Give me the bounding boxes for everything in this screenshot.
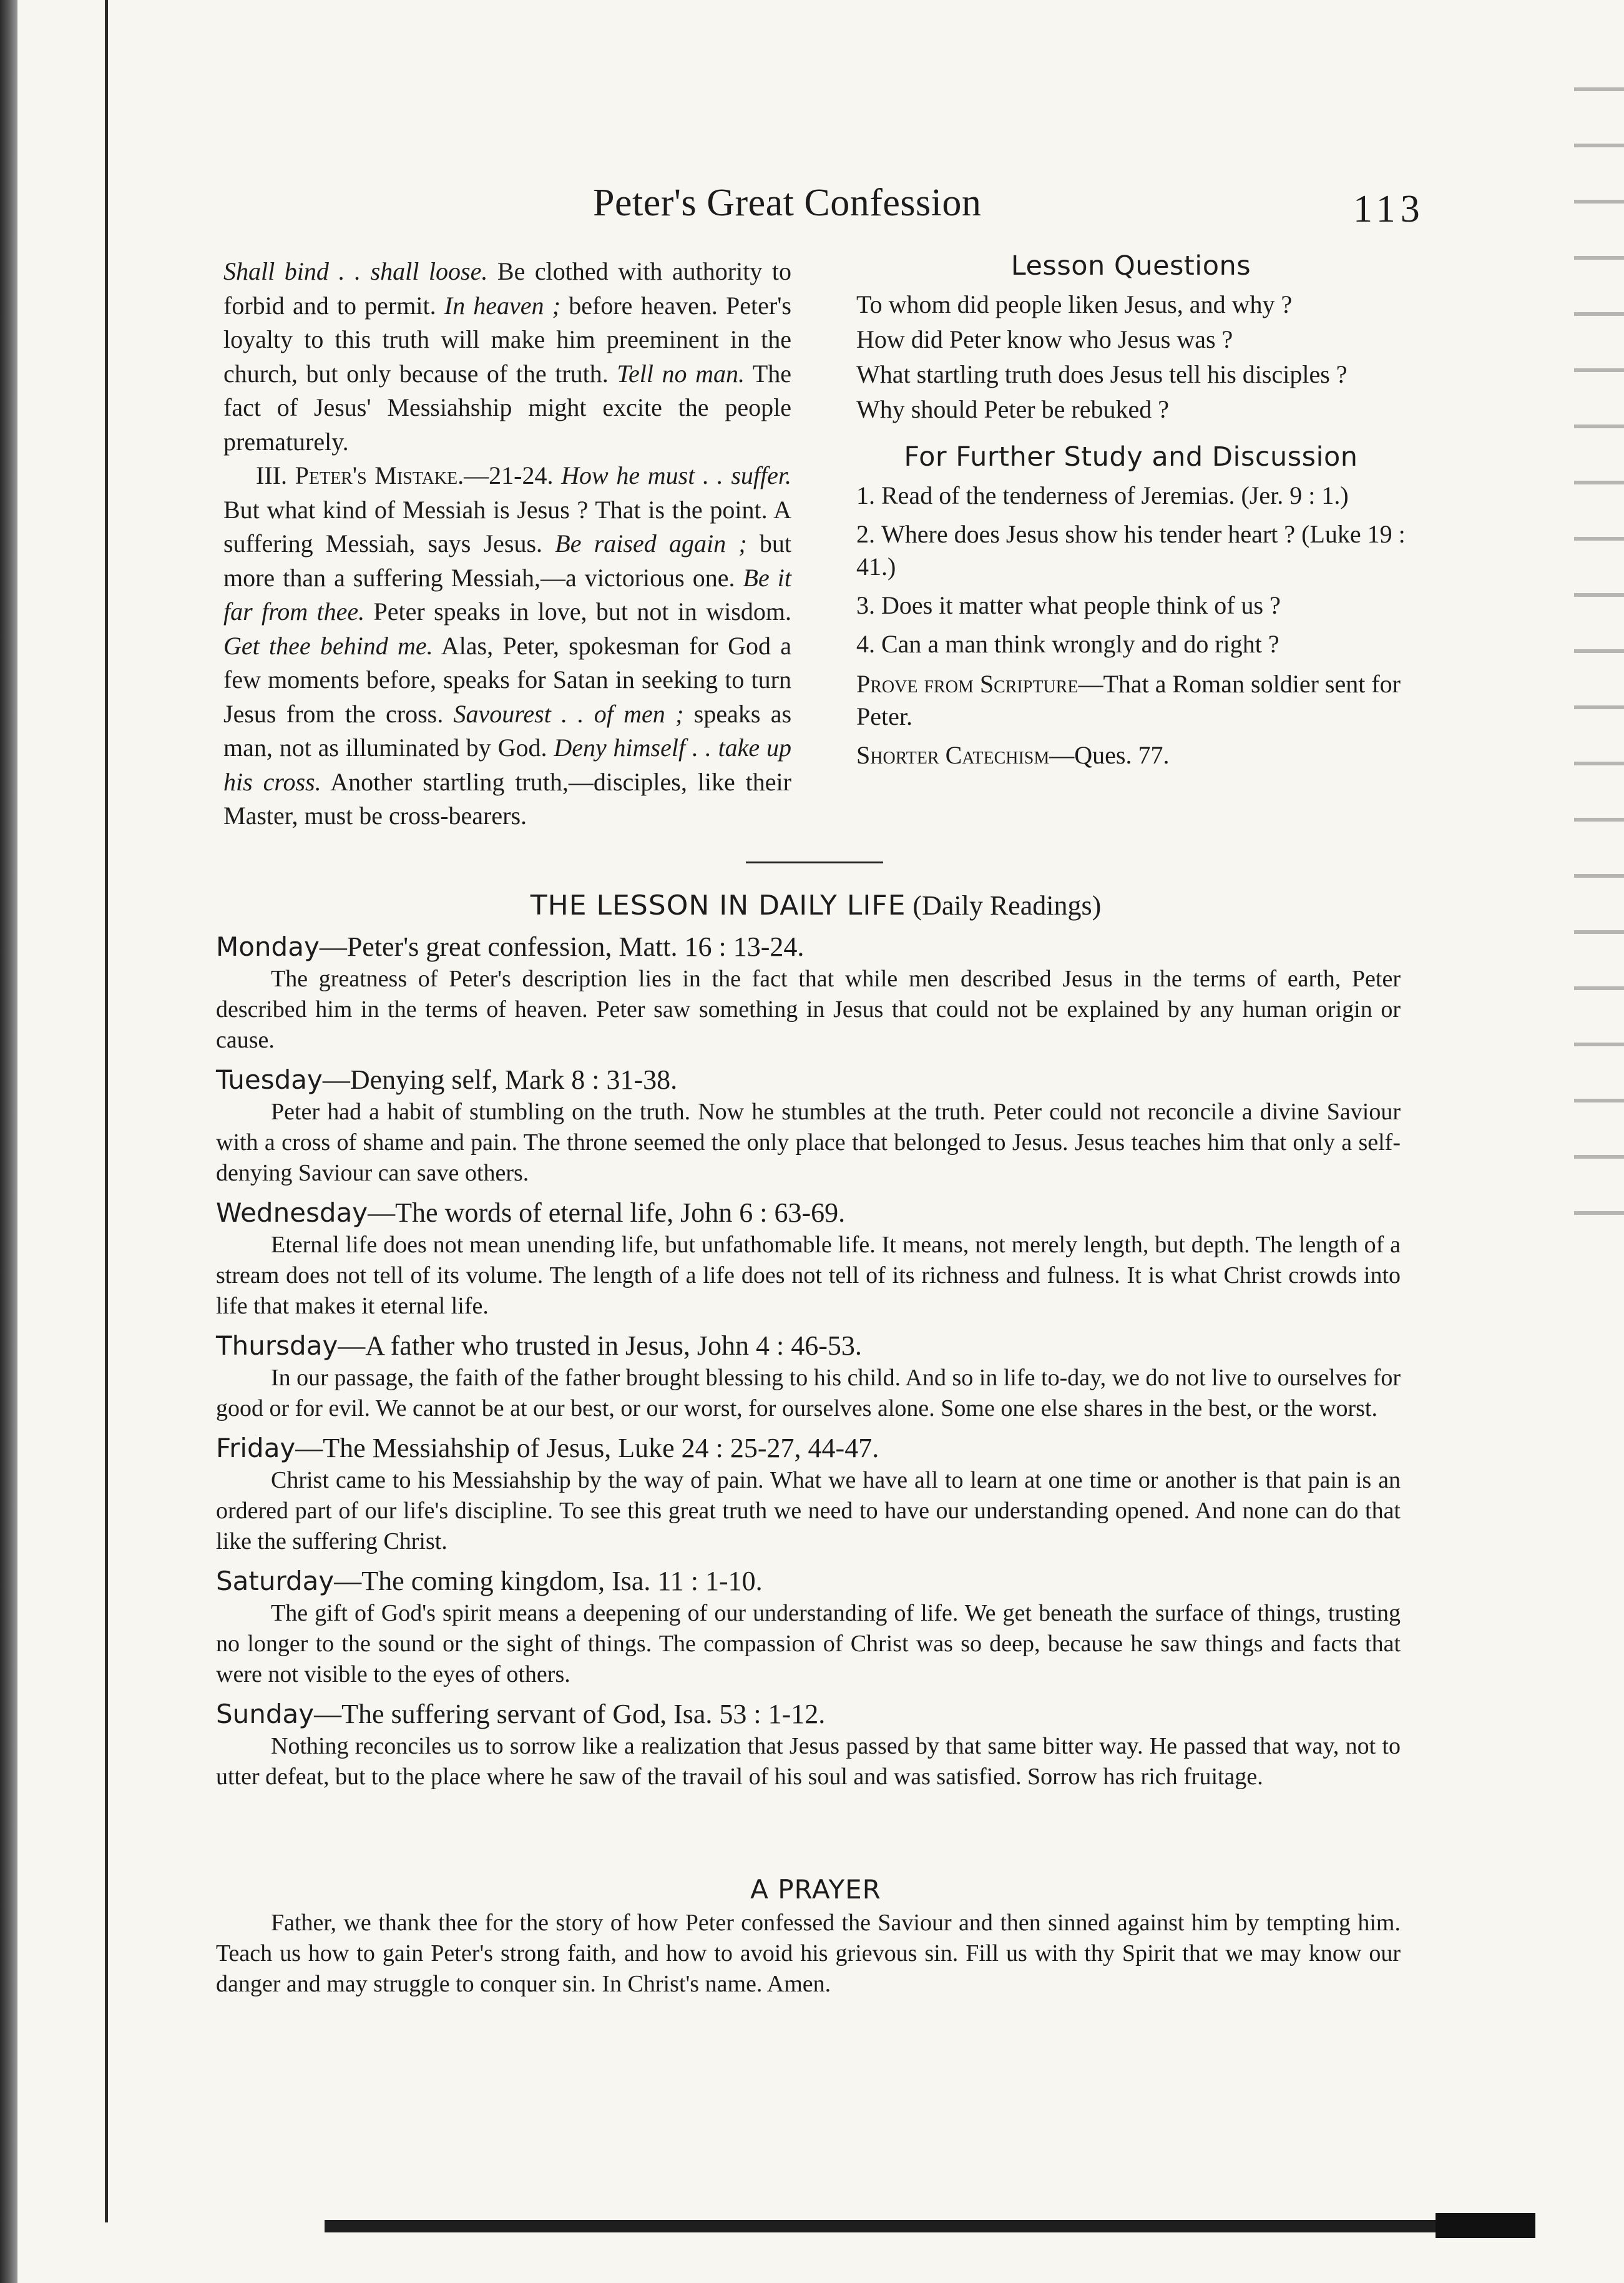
day-name: Tuesday: [216, 1064, 323, 1095]
prove-from-scripture: [856, 668, 1406, 733]
left-p2-phrase-2: Be raised again ;: [555, 529, 747, 557]
lesson-question: Why should Peter be rebuked ?: [856, 395, 1169, 423]
left-p2-phrase-4: Get thee behind me.: [223, 631, 433, 660]
page-gutter-line: [105, 0, 108, 2222]
left-p1-phrase-3: Tell no man.: [617, 359, 745, 388]
study-item-text: Where does Jesus show his tender heart ? (Luke 19 : 41.): [856, 520, 1406, 581]
section-verses: .—21-24.: [457, 461, 562, 489]
daily-readings: [216, 930, 1401, 1800]
reading-text: Christ came to his Messiahship by the way of pain. What we have all to learn at one time or another is that pain is an ordered part of our life's discipline. To see this great truth we need to have our understanding opened. And none can do that like the suffering Christ.: [216, 1467, 1401, 1554]
bottom-scan-block: [1436, 2213, 1535, 2238]
left-p2-text-3: Peter speaks in love, but not in wisdom.: [364, 597, 791, 626]
reading-title: [216, 1196, 1401, 1230]
left-p2-text-5: speaks as man, not as illuminated by God.: [223, 699, 792, 762]
reading-reference: —The Messiahship of Jesus, Luke 24 : 25-27, 44-47.: [295, 1433, 879, 1463]
daily-life-subtitle: (Daily Readings): [906, 890, 1102, 921]
left-p2-text-2: but more than a suffering Messiah,—a victorious one.: [223, 529, 791, 592]
shorter-catechism: [856, 739, 1406, 772]
prove-text: —That a Roman soldier sent for Peter.: [856, 670, 1401, 730]
left-p1-text-3: The fact of Jesus' Messiahship might excite the people prematurely.: [223, 359, 792, 456]
left-p2-text-4: Alas, Peter, spokesman for God a few moments before, speaks for Satan in seeking to turn Jesus from the cross.: [223, 631, 792, 728]
lesson-question: What startling truth does Jesus tell his disciples ?: [856, 360, 1348, 388]
daily-life-heading: [223, 890, 1409, 921]
daily-life-title: THE LESSON IN DAILY LIFE: [530, 890, 906, 921]
reading-reference: —The coming kingdom, Isa. 11 : 1-10.: [334, 1566, 763, 1596]
reading-title: [216, 1697, 1401, 1731]
scan-edge-right: [1574, 62, 1624, 1249]
left-paragraph-2: [223, 459, 791, 833]
page-number: 113: [1353, 188, 1425, 230]
lesson-questions-heading: Lesson Questions: [1010, 250, 1251, 282]
reading-title: [216, 1063, 1401, 1097]
reading-text: Eternal life does not mean unending life, but unfathomable life. It means, not merely length, but depth. The length of a stream does not tell of its volume. The length of a life does not tell of its richness and fulness. It is what Christ crowds into life that makes it eternal life.: [216, 1232, 1401, 1319]
day-name: Sunday: [216, 1699, 315, 1729]
right-column: [856, 250, 1406, 772]
bottom-scan-bar: [325, 2220, 1523, 2232]
prayer-text: Father, we thank thee for the story of how Peter confessed the Saviour and then sinned against him by tempting him. Teach us how to gain Peter's strong faith, and how to avoid his grievous sin. Fill us with thy Spirit that we may know our danger and may struggle to conquer sin. In Christ's name. Amen.: [216, 1910, 1401, 1997]
study-item: [856, 589, 1406, 622]
lesson-question: How did Peter know who Jesus was ?: [856, 325, 1233, 353]
reading-reference: —The suffering servant of God, Isa. 53 : 1-12.: [314, 1699, 826, 1729]
left-p1-phrase-1: Shall bind . . shall loose.: [223, 257, 488, 285]
study-item-text: Can a man think wrongly and do right ?: [881, 630, 1279, 658]
reading-title: [216, 1431, 1401, 1465]
reading-title: [216, 930, 1401, 964]
daily-reading-saturday: [216, 1564, 1401, 1690]
study-item-number: 1.: [856, 481, 875, 509]
lesson-question: To whom did people liken Jesus, and why ?: [856, 290, 1293, 318]
further-study-list: [856, 479, 1406, 660]
reading-title: [216, 1564, 1401, 1598]
daily-reading-friday: [216, 1431, 1401, 1557]
daily-reading-wednesday: [216, 1196, 1401, 1322]
catechism-label: Shorter Catechism: [856, 741, 1050, 769]
reading-text: The greatness of Peter's description lies in the fact that while men described Jesus in the terms of earth, Peter described him in the terms of heaven. Peter saw something in Jesus that could not be explained by any human origin or cause.: [216, 966, 1401, 1053]
study-item: [856, 479, 1406, 512]
study-item-number: 2.: [856, 520, 875, 548]
day-name: Monday: [216, 931, 320, 962]
left-p2-phrase-3: Be it far from thee.: [223, 563, 791, 626]
left-p2-phrase-1: How he must . . suffer.: [561, 461, 791, 489]
daily-reading-monday: [216, 930, 1401, 1056]
study-item: [856, 518, 1406, 583]
study-item: [856, 628, 1406, 660]
left-p2-text-1: But what kind of Messiah is Jesus ? That is the point. A suffering Messiah, says Jesus.: [223, 495, 791, 557]
daily-reading-sunday: [216, 1697, 1401, 1792]
section-title: Peter's Mistake: [295, 461, 458, 489]
study-item-number: 4.: [856, 630, 875, 658]
reading-text: The gift of God's spirit means a deepening of our understanding of life. We get beneath the surface of things, trusting no longer to the sound or the sight of things. The compassion of Christ was so deep, because he saw things and facts that were not visible to the eyes of others.: [216, 1600, 1401, 1687]
day-name: Friday: [216, 1433, 296, 1463]
left-p2-phrase-5: Savourest . . of men ;: [453, 699, 684, 728]
scan-edge-left: [0, 0, 17, 2283]
daily-reading-tuesday: [216, 1063, 1401, 1189]
reading-text: Nothing reconciles us to sorrow like a realization that Jesus passed by that same bitter way. He passed that way, not to utter defeat, but to the place where he saw of the travail of his soul and was satisfied. Sorrow has rich fruitage.: [216, 1733, 1401, 1790]
prayer-heading: A PRAYER: [750, 1874, 881, 1905]
reading-title: [216, 1329, 1401, 1363]
reading-text: Peter had a habit of stumbling on the truth. Now he stumbles at the truth. Peter could not reconcile a divine Saviour with a cross of shame and pain. The throne seemed the only place that belonged to Jesus. Jesus teaches him that only a self-denying Saviour can save others.: [216, 1099, 1401, 1186]
lesson-questions-list: [856, 288, 1406, 426]
left-p1-phrase-2: In heaven ;: [444, 291, 561, 320]
daily-reading-thursday: [216, 1329, 1401, 1424]
left-column: [223, 255, 791, 833]
further-study-heading: For Further Study and Discussion: [904, 441, 1358, 473]
study-item-text: Does it matter what people think of us ?: [881, 591, 1281, 619]
prove-label: Prove from Scripture: [856, 670, 1079, 698]
left-p2-text-6: Another startling truth,—disciples, like their Master, must be cross-bearers.: [223, 767, 791, 830]
reading-text: In our passage, the faith of the father brought blessing to his child. And so in life to-day, we do not live to ourselves for good or for evil. We cannot be at our best, or our worst, for ourselves alone. Some one else shares in the best, or the worst.: [216, 1365, 1401, 1421]
left-p1-text-2: before heaven. Peter's loyalty to this truth will make him preeminent in the church, but only because of the truth.: [223, 291, 791, 388]
section-numeral: III.: [256, 461, 295, 489]
catechism-text: —Ques. 77.: [1049, 741, 1170, 769]
left-paragraph-1: [223, 255, 791, 459]
left-p1-text-1: Be clothed with authority to forbid and to permit.: [223, 257, 791, 320]
day-name: Thursday: [216, 1330, 338, 1361]
reading-reference: —A father who trusted in Jesus, John 4 : 46-53.: [338, 1330, 862, 1361]
left-p2-phrase-6: Deny himself . . take up his cross.: [223, 734, 792, 796]
day-name: Wednesday: [216, 1197, 368, 1228]
running-head: Peter's Great Confession: [593, 182, 982, 224]
day-name: Saturday: [216, 1566, 335, 1596]
section-divider: [746, 862, 883, 863]
reading-reference: —Denying self, Mark 8 : 31-38.: [322, 1064, 678, 1095]
study-item-number: 3.: [856, 591, 875, 619]
reading-reference: —Peter's great confession, Matt. 16 : 13-24.: [319, 931, 805, 962]
reading-reference: —The words of eternal life, John 6 : 63-69.: [368, 1197, 846, 1228]
study-item-text: Read of the tenderness of Jeremias. (Jer. 9 : 1.): [881, 481, 1349, 509]
